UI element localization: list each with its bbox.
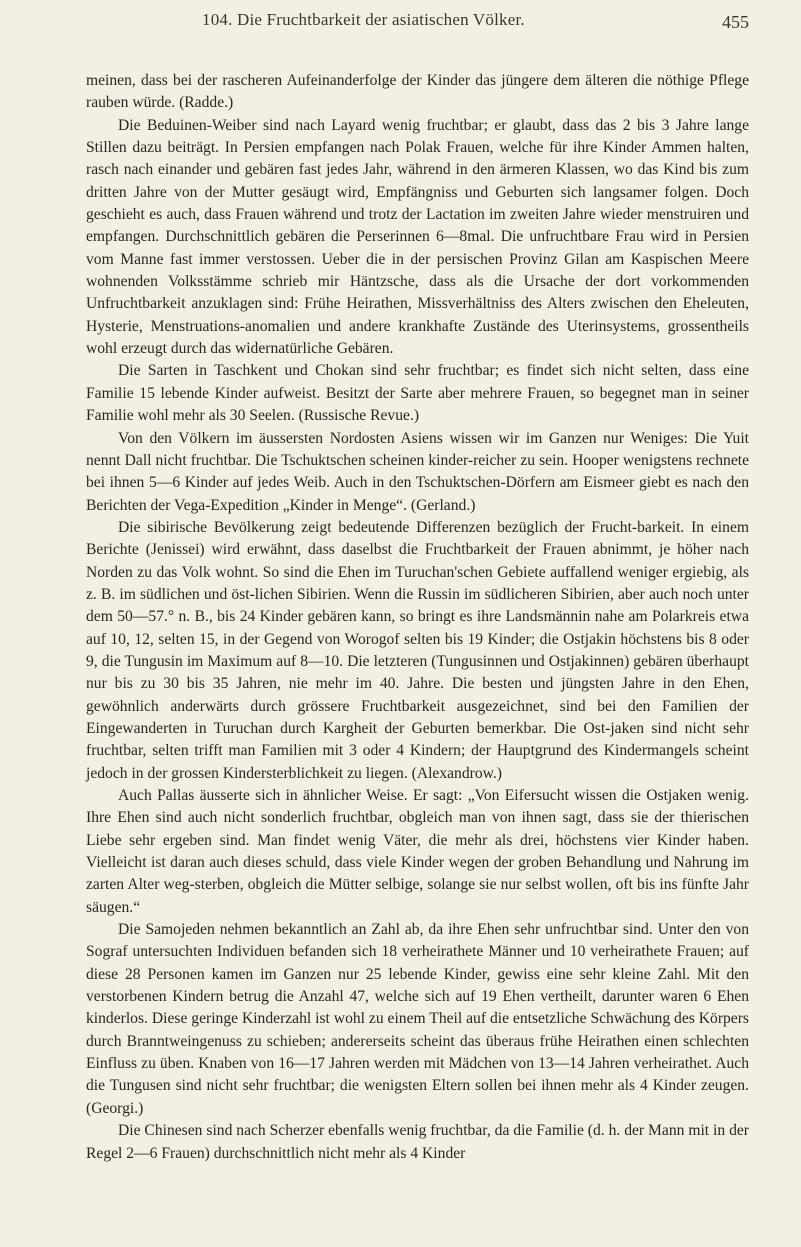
paragraph-chinesen: Die Chinesen sind nach Scherzer ebenfalls wenig fruchtbar, da die Familie (d. h. der Mann mit in der Regel 2—6 Frauen) durchschnittlich nicht mehr als 4 Kinder (86, 1122, 749, 1162)
paragraph-radde-continuation: meinen, dass bei der rascheren Aufeinanderfolge der Kinder das jüngere dem älteren die nöthige Pflege rauben würde. (Radde.) (86, 72, 749, 112)
paragraph-nordosten-asiens: Von den Völkern im äussersten Nordosten Asiens wissen wir im Ganzen nur Weniges: Die Yuit nennt Dall nicht fruchtbar. Die Tschuktschen scheinen kinder-reicher zu sein. Hooper wenigstens rechnete bei ihnen 5—6 Kinder auf jedes Weib. Auch in den Tschuktschen-Dörfern am Eismeer giebt es nach den Berichten der Vega-Expedition „Kinder in Menge“. (Gerland.) (86, 429, 749, 514)
paragraph-beduinen-persien: Die Beduinen-Weiber sind nach Layard wenig fruchtbar; er glaubt, dass das 2 bis 3 Jahre lange Stillen dazu beiträgt. In Persien empfangen nach Polak Frauen, welche für ihre Kinder Ammen halten, rasch nach einander und gebären fast jedes Jahr, während in den ärmeren Klassen, wo das Kind bis zum dritten Jahre von der Mutter gesäugt wird, Empfängniss und Geburten sich langsamer folgen. Doch geschieht es auch, dass Frauen während und trotz der Lactation im zweiten Jahre wieder menstruiren und empfangen. Durchschnittlich gebären die Perserinnen 6—8mal. Die unfruchtbare Frau wird in Persien vom Manne fast immer verstossen. Ueber die in der persischen Provinz Gilan am Kaspischen Meere wohnenden Volksstämme schrieb mir Häntzsche, dass als die Ursache der dort vorkommenden Unfruchtbarkeit anzuklagen sind: Frühe Heirathen, Missverhältniss des Alters zwischen den Eheleuten, Hysterie, Menstruations-anomalien und andere krankhafte Zustände des Uterinsystems, grossentheils wohl erzeugt durch das widernatürliche Gebären. (86, 116, 749, 358)
paragraph-pallas: Auch Pallas äusserte sich in ähnlicher Weise. Er sagt: „Von Eifersucht wissen die Ostjaken wenig. Ihre Ehen sind auch nicht sonderlich fruchtbar, obgleich man von ihnen sagt, dass sie der thierischen Liebe sehr ergeben sind. Man findet wenig Väter, die mehr als drei, höchstens vier Kinder haben. Vielleicht ist daran auch dieses schuld, dass viele Kinder wegen der groben Behandlung und Nahrung im zarten Alter weg-sterben, obgleich die Mütter selbige, solange sie nur selbst wollen, oft bis ins fünfte Jahr säugen.“ (86, 787, 749, 916)
paragraph-sarten: Die Sarten in Taschkent und Chokan sind sehr fruchtbar; es findet sich nicht selten, dass eine Familie 15 lebende Kinder aufweist. Besitzt der Sarte aber mehrere Frauen, so begegnet man in seiner Familie wohl mehr als 30 Seelen. (Russische Revue.) (86, 362, 749, 425)
page-number: 455 (722, 12, 749, 32)
paragraph-samojeden: Die Samojeden nehmen bekanntlich an Zahl ab, da ihre Ehen sehr unfruchtbar sind. Unter den von Sograf untersuchten Individuen befanden sich 18 verheirathete Männer und 10 verheirathete Frauen; auf diese 28 Personen kamen im Ganzen nur 25 lebende Kinder, gewiss eine sehr kleine Zahl. Mit den verstorbenen Kindern betrug die Anzahl 47, welche sich auf 19 Ehen vertheilt, darunter waren 6 Ehen kinderlos. Diese geringe Kinderzahl ist wohl zu einem Theil auf die entsetzliche Schwächung des Körpers durch Branntweingenuss zu schieben; andererseits scheint das überaus frühe Heirathen einen schlechten Einfluss zu üben. Knaben von 16—17 Jahren werden mit Mädchen von 13—14 Jahren verheirathet. Auch die Tungusen sind nicht sehr fruchtbar; die wenigsten Eltern sollen bei ihnen mehr als 4 Kinder zeugen. (Georgi.) (86, 921, 749, 1117)
running-head (86, 0, 749, 70)
paragraph-sibirien: Die sibirische Bevölkerung zeigt bedeutende Differenzen bezüglich der Frucht-barkeit. In einem Berichte (Jenissei) wird erwähnt, dass daselbst die Fruchtbarkeit der Frauen abnimmt, je höher nach Norden zu das Volk wohnt. So sind die Ehen im Turuchan'schen Gebiete auffallend weniger ergiebig, als z. B. im südlichen und öst-lichen Sibirien. Wenn die Russin im südlicheren Sibirien, aber auch noch unter dem 50—57.° n. B., bis 24 Kinder gebären kann, so bringt es ihre Landsmännin nahe am Polarkreis etwa auf 10, 12, selten 15, in der Gegend von Worogof selten bis 19 Kinder; die Ostjakin höchstens bis 8 oder 9, die Tungusin im Maximum auf 8—10. Die letzteren (Tungusinnen und Ostjakinnen) gebären überhaupt nur bis zu 30 bis 35 Jahren, nie mehr im 40. Jahre. Die besten und jüngsten Jahre in den Ehen, gewöhnlich anderwärts durch grössere Fruchtbarkeit ausgezeichnet, sind bei den Familien der Eingewanderten in Turuchan durch Kargheit der Geburten bemerkbar. Die Ost-jaken sind nicht sehr fruchtbar, selten trifft man Familien mit 3 oder 4 Kindern; der Hauptgrund des Kindermangels scheint jedoch in der grossen Kindersterblichkeit zu liegen. (Alexandrow.) (86, 518, 749, 782)
running-title: 104. Die Fruchtbarkeit der asiatischen Völker. (202, 10, 525, 29)
body-text (86, 70, 749, 1165)
